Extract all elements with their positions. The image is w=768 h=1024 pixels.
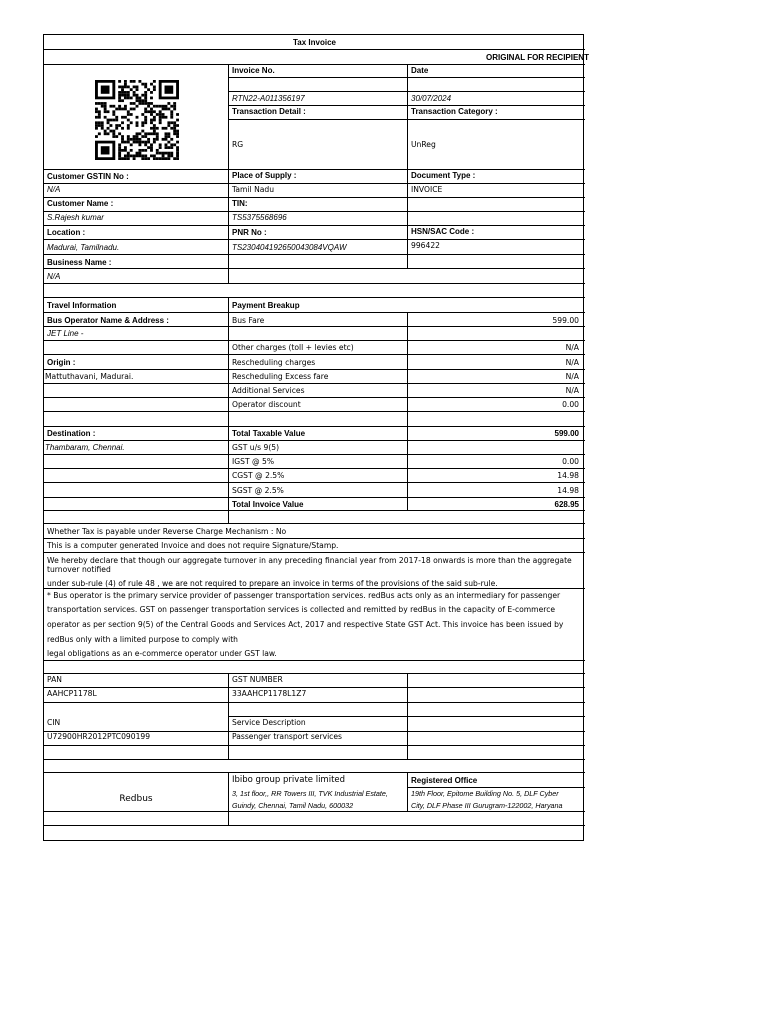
- grid-line: [407, 64, 408, 268]
- grid-line: [44, 772, 585, 773]
- cin-label: CIN: [47, 718, 61, 727]
- origin-label: Origin :: [47, 358, 76, 367]
- pan-value: AAHCP1178L: [47, 689, 97, 698]
- copy-label: ORIGINAL FOR RECIPIENT: [486, 53, 589, 62]
- gst-number-value: 33AAHCP1178L1Z7: [232, 689, 307, 698]
- grid-line: [407, 312, 408, 510]
- total-invoice-label: Total Invoice Value: [232, 500, 304, 509]
- grid-line: [44, 354, 585, 355]
- grid-line: [44, 426, 585, 427]
- igst-label: IGST @ 5%: [232, 457, 275, 466]
- declaration-line: We hereby declare that though our aggregate turnover in any preceding financial year from 2017-18 onwards is more than the aggregate: [47, 556, 572, 565]
- document-type-value: INVOICE: [411, 185, 443, 194]
- grid-line: [44, 340, 585, 341]
- grid-line: [44, 183, 585, 184]
- date-value: 30/07/2024: [411, 94, 452, 103]
- sgst-label: SGST @ 2.5%: [232, 486, 284, 495]
- grid-line: [44, 254, 585, 255]
- grid-line: [44, 64, 585, 65]
- payment-row-value: N/A: [565, 358, 579, 367]
- grid-line: [44, 454, 585, 455]
- invoice-no-label: Invoice No.: [232, 66, 275, 75]
- tin-value: TS5375568696: [232, 213, 287, 222]
- grid-line: [44, 510, 585, 511]
- sgst-value: 14.98: [557, 486, 579, 495]
- company-address-line: Guindy, Chennai, Tamil Nadu, 600032: [232, 801, 354, 810]
- igst-value: 0.00: [562, 457, 579, 466]
- grid-line: [44, 825, 585, 826]
- pnr-label: PNR No :: [232, 228, 267, 237]
- registered-office-line: City, DLF Phase III Gurugram-122002, Haryana: [411, 801, 563, 810]
- registered-office-line: 19th Floor, Epitome Building No. 5, DLF Cyber: [411, 789, 559, 798]
- declaration-line: under sub-rule (4) of rule 48 , we are not required to prepare an invoice in terms of the provisions of the said sub-rule.: [47, 579, 498, 588]
- grid-line: [44, 239, 585, 240]
- operator-note-line: legal obligations as an e-commerce operator under GST law.: [47, 649, 277, 658]
- customer-gstin-value: N/A: [47, 185, 61, 194]
- operator-note-line: operator as per section 9(5) of the Central Goods and Services Act, 2017 and respective State GST Act. This invoice has been issued by: [47, 620, 564, 629]
- brand-name: Redbus: [119, 794, 153, 804]
- reverse-charge-note: Whether Tax is payable under Reverse Charge Mechanism : No: [47, 527, 287, 536]
- payment-row-value: 599.00: [552, 316, 579, 325]
- gst-label: GST u/s 9(5): [232, 443, 280, 452]
- grid-line: [44, 552, 585, 553]
- grid-line: [44, 312, 585, 313]
- operator-note-line: redBus only with a limited purpose to comply with: [47, 635, 238, 644]
- service-description-label: Service Description: [232, 718, 306, 727]
- payment-breakup-label: Payment Breakup: [232, 301, 300, 310]
- grid-line: [44, 468, 585, 469]
- grid-line: [407, 772, 408, 811]
- grid-line: [44, 538, 585, 539]
- place-of-supply-label: Place of Supply :: [232, 171, 297, 180]
- grid-line: [44, 811, 585, 812]
- grid-line: [44, 497, 585, 498]
- bus-operator-value: JET Line -: [47, 329, 84, 338]
- grid-line: [44, 759, 585, 760]
- business-name-value: N/A: [47, 272, 61, 281]
- grid-line: [44, 731, 228, 732]
- declaration-line: turnover notified: [47, 565, 111, 574]
- grid-line: [44, 326, 585, 327]
- payment-row-label: Rescheduling Excess fare: [232, 372, 329, 381]
- payment-row-label: Other charges (toll + levies etc): [232, 343, 354, 352]
- grid-line: [44, 383, 585, 384]
- grid-line: [228, 64, 229, 283]
- transaction-detail-label: Transaction Detail :: [232, 107, 306, 116]
- grid-line: [44, 225, 585, 226]
- grid-line: [44, 702, 228, 703]
- company-name: Ibibo group private limited: [232, 775, 346, 785]
- payment-row-label: Bus Fare: [232, 316, 265, 325]
- transaction-category-label: Transaction Category :: [411, 107, 498, 116]
- payment-row-value: N/A: [565, 386, 579, 395]
- tin-label: TIN:: [232, 199, 248, 208]
- payment-row-value: N/A: [565, 372, 579, 381]
- grid-line: [44, 440, 585, 441]
- origin-value: Mattuthavani, Madurai.: [45, 372, 134, 381]
- document-type-label: Document Type :: [411, 171, 476, 180]
- location-value: Madurai, Tamilnadu.: [47, 243, 120, 252]
- grid-line: [44, 397, 585, 398]
- grid-line: [44, 49, 585, 50]
- total-taxable-label: Total Taxable Value: [232, 429, 306, 438]
- transaction-category-value: UnReg: [411, 140, 436, 149]
- business-name-label: Business Name :: [47, 258, 112, 267]
- customer-gstin-label: Customer GSTIN No :: [47, 172, 129, 181]
- registered-office-label: Registered Office: [411, 776, 478, 785]
- grid-line: [407, 673, 408, 759]
- pan-label: PAN: [47, 675, 62, 684]
- payment-row-value: 0.00: [562, 400, 579, 409]
- grid-line: [44, 169, 585, 170]
- hsn-label: HSN/SAC Code :: [411, 227, 475, 236]
- payment-row-label: Additional Services: [232, 386, 305, 395]
- customer-name-value: S.Rajesh kumar: [47, 213, 104, 222]
- customer-name-label: Customer Name :: [47, 199, 114, 208]
- location-label: Location :: [47, 228, 86, 237]
- grid-line: [44, 211, 585, 212]
- grid-line: [44, 523, 585, 524]
- bus-operator-label: Bus Operator Name & Address :: [47, 316, 169, 325]
- grid-line: [44, 369, 585, 370]
- service-description-value: Passenger transport services: [232, 732, 342, 741]
- grid-line: [44, 283, 585, 284]
- grid-line: [44, 660, 585, 661]
- grid-line: [44, 297, 585, 298]
- grid-line: [44, 673, 585, 674]
- grid-line: [44, 687, 228, 688]
- gst-number-label: GST NUMBER: [232, 675, 283, 684]
- destination-value: Thambaram, Chennai.: [45, 443, 125, 452]
- computer-generated-note: This is a computer generated Invoice and does not require Signature/Stamp.: [47, 541, 339, 550]
- grid-line: [228, 772, 229, 825]
- invoice-no-value: RTN22-A011356197: [232, 94, 305, 103]
- grid-line: [44, 588, 585, 589]
- grid-line: [228, 297, 229, 523]
- operator-note-line: * Bus operator is the primary service provider of passenger transportation services. redBus acts only as an intermediary for passenger: [47, 591, 561, 600]
- invoice-title: Tax Invoice: [293, 38, 336, 47]
- cgst-value: 14.98: [557, 471, 579, 480]
- grid-line: [44, 197, 585, 198]
- grid-line: [44, 268, 585, 269]
- total-invoice-value: 628.95: [554, 500, 579, 509]
- destination-label: Destination :: [47, 429, 96, 438]
- hsn-value: 996422: [411, 241, 440, 250]
- grid-line: [228, 673, 229, 759]
- pnr-value: TS230404192650043084VQAW: [232, 243, 347, 252]
- payment-row-value: N/A: [565, 343, 579, 352]
- grid-line: [407, 787, 585, 788]
- cin-value: U72900HR2012PTC090199: [47, 732, 151, 741]
- grid-line: [44, 411, 585, 412]
- date-label: Date: [411, 66, 429, 75]
- grid-line: [44, 745, 585, 746]
- place-of-supply-value: Tamil Nadu: [232, 185, 275, 194]
- cgst-label: CGST @ 2.5%: [232, 471, 285, 480]
- payment-row-label: Operator discount: [232, 400, 301, 409]
- grid-line: [44, 482, 585, 483]
- payment-row-label: Rescheduling charges: [232, 358, 316, 367]
- transaction-detail-value: RG: [232, 140, 244, 149]
- company-address-line: 3, 1st floor,, RR Towers III, TVK Industrial Estate,: [232, 789, 388, 798]
- qr-code-icon: [95, 80, 179, 160]
- total-taxable-value: 599.00: [554, 429, 579, 438]
- operator-note-line: transportation services. GST on passenger transportation services is collected and remitted by redBus in the capacity of E-commerce: [47, 605, 556, 614]
- invoice-sheet: [43, 34, 589, 841]
- travel-info-label: Travel Information: [47, 301, 117, 310]
